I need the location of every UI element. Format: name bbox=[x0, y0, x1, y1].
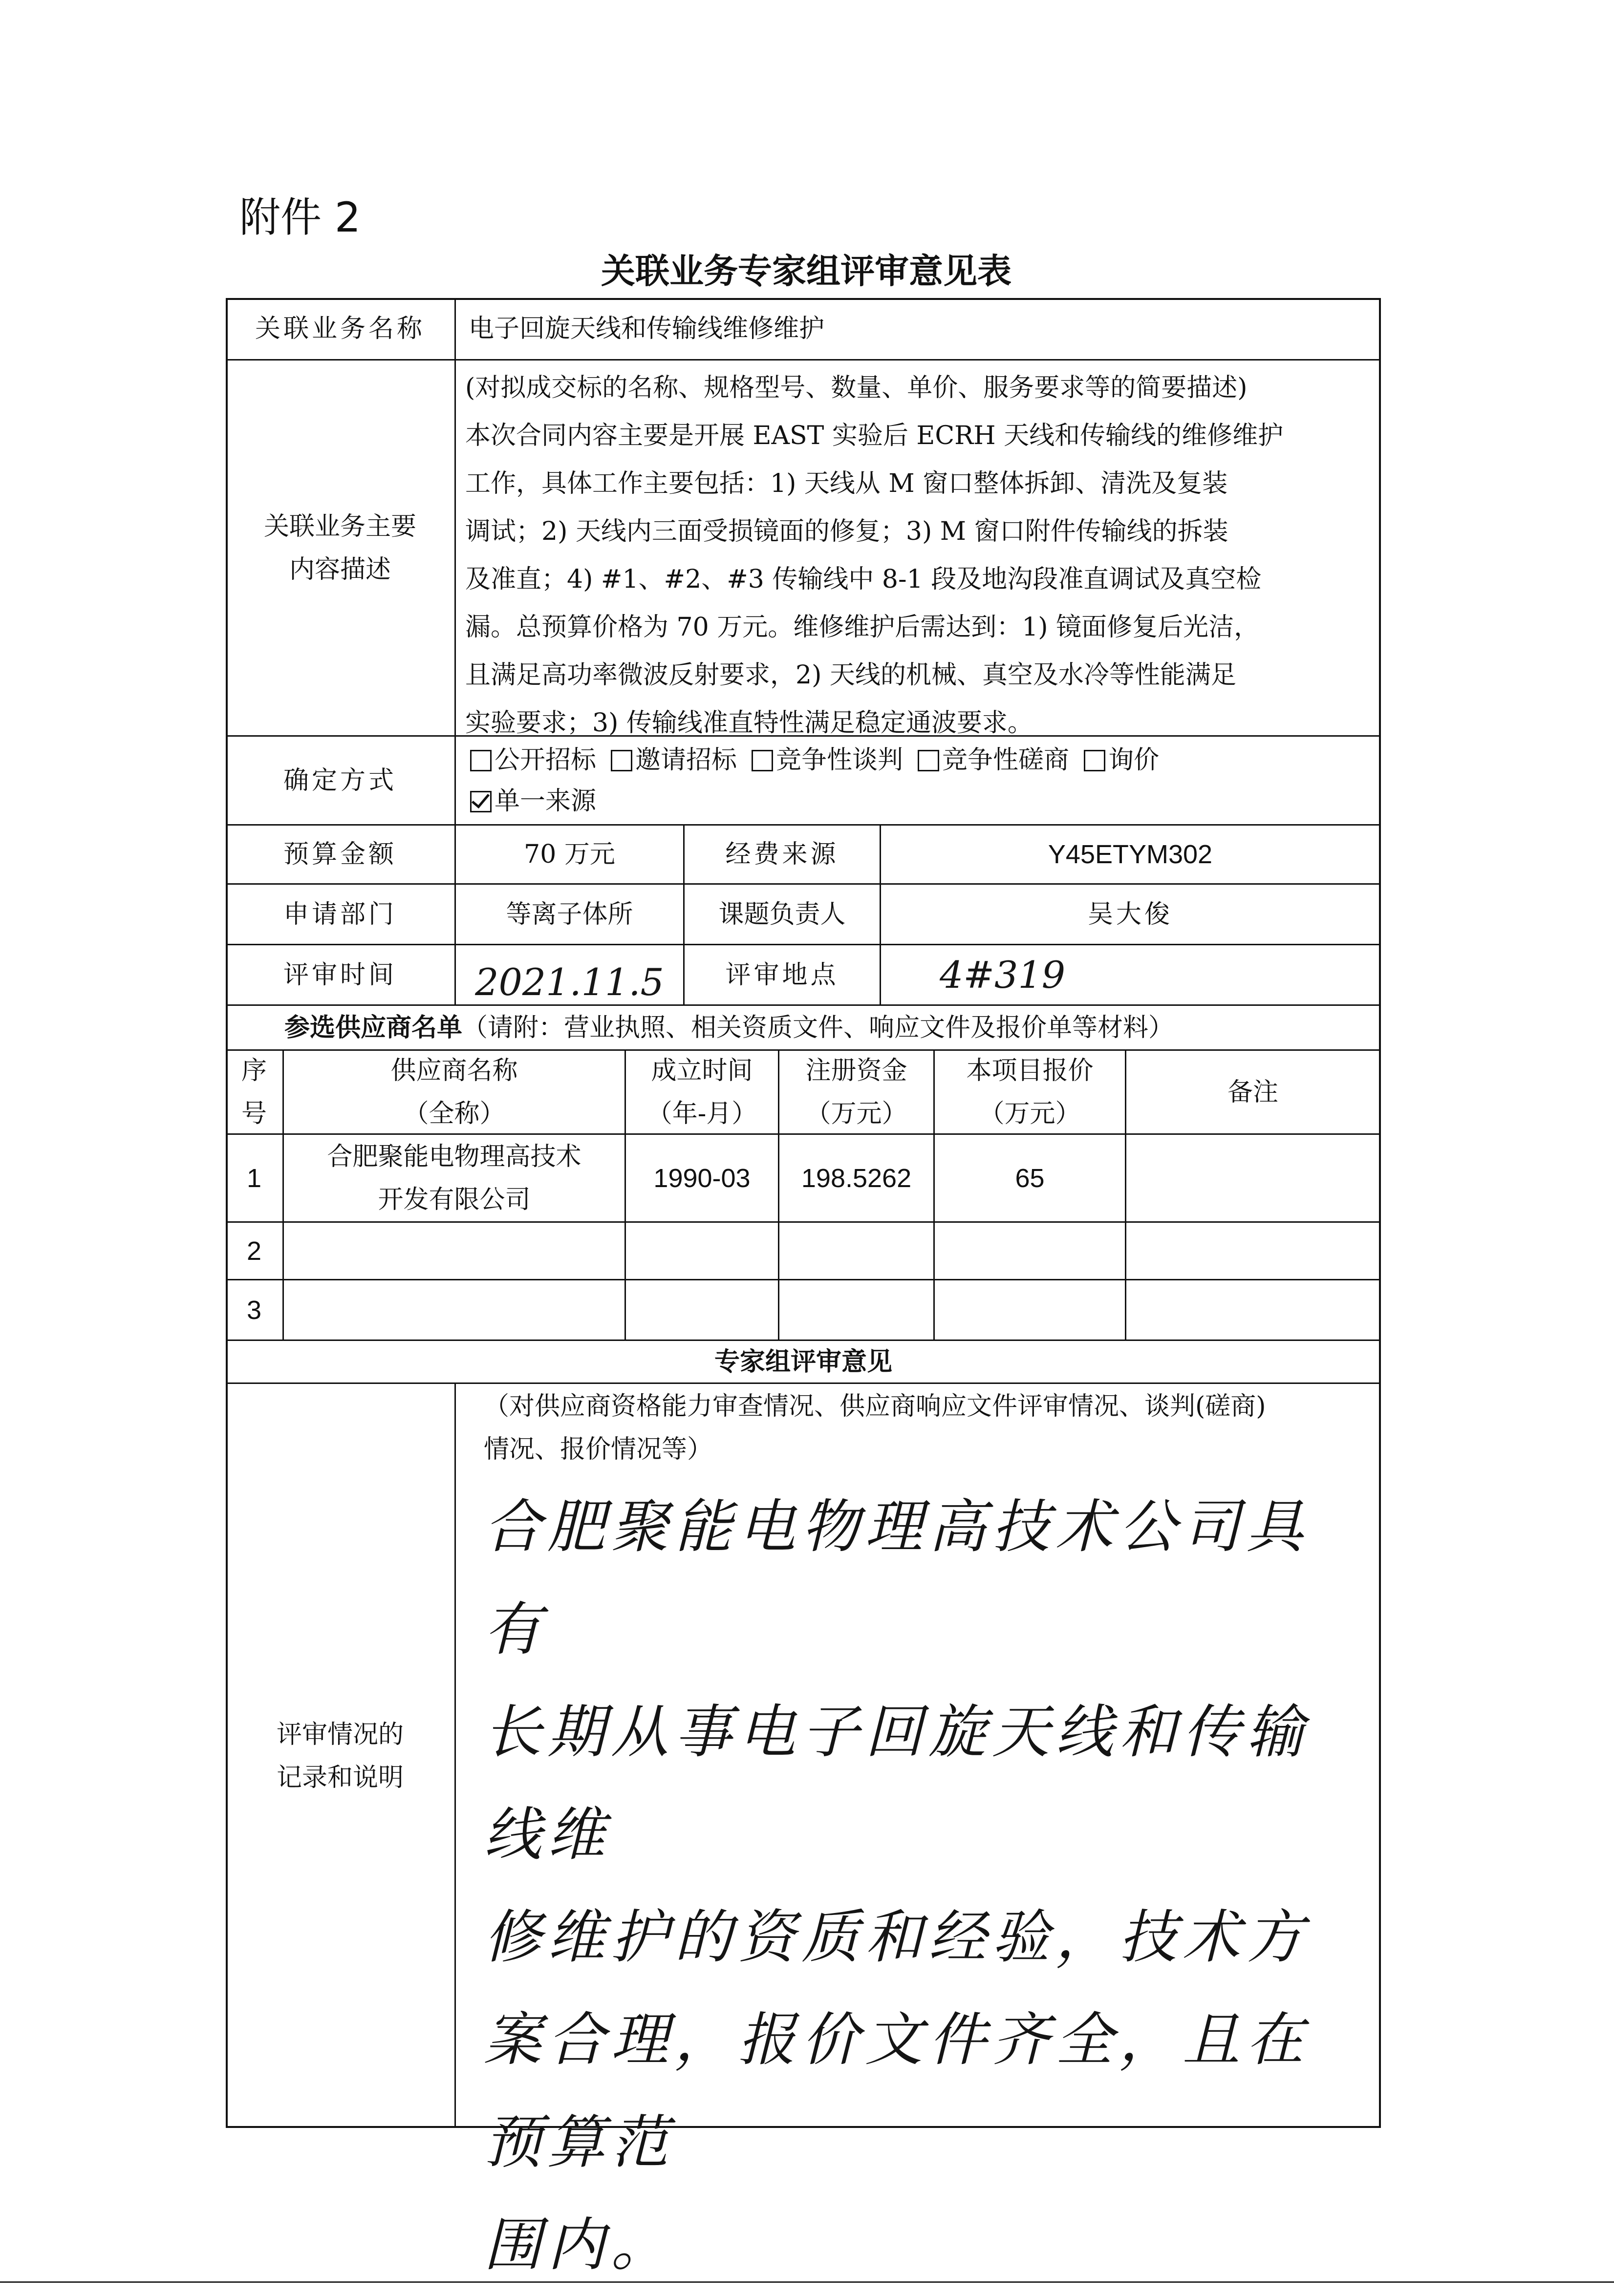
table-cell-quote bbox=[935, 1223, 1125, 1279]
table-cell-seq: 2 bbox=[246, 1236, 262, 1266]
content-label-line2: 内容描述 bbox=[289, 554, 391, 584]
option-competitive-consultation[interactable] bbox=[918, 740, 1069, 781]
col-header-text: 注册资金 bbox=[805, 1056, 907, 1085]
content-line: 本次合同内容主要是开展 EAST 实验后 ECRH 天线和传输线的维修维护 bbox=[465, 421, 1284, 450]
content-line: 实验要求；3) 传输线准直特性满足稳定通波要求。 bbox=[465, 708, 1033, 738]
checkbox-icon bbox=[752, 750, 773, 771]
col-header-text: 成立时间 bbox=[651, 1056, 753, 1085]
option-label: 询价 bbox=[1108, 745, 1160, 775]
table-cell-remark bbox=[1126, 1280, 1379, 1339]
content-description bbox=[465, 364, 1369, 747]
review-place-label: 评审地点 bbox=[725, 960, 839, 990]
option-inquiry[interactable] bbox=[1084, 740, 1159, 781]
review-time-label: 评审时间 bbox=[283, 960, 397, 990]
col-header-text: 号 bbox=[241, 1099, 267, 1128]
opinion-hint bbox=[484, 1385, 1373, 1471]
handwritten-line: 围内。 bbox=[484, 2211, 675, 2278]
col-header-text: 本项目报价 bbox=[966, 1056, 1094, 1085]
option-invited-tender[interactable] bbox=[611, 740, 737, 781]
handwritten-line: 长期从事电子回旋天线和传输线维 bbox=[484, 1698, 1310, 1868]
budget-label: 预算金额 bbox=[283, 840, 397, 869]
table-cell-founded bbox=[626, 1223, 778, 1279]
checkbox-icon bbox=[1084, 750, 1105, 771]
checkbox-icon bbox=[918, 750, 939, 771]
table-cell-supplier-name bbox=[284, 1135, 624, 1221]
table-cell-remark bbox=[1126, 1223, 1379, 1279]
content-line: 及准直；4) #1、#2、#3 传输线中 8-1 段及地沟段准直调试及真空检 bbox=[465, 565, 1262, 594]
table-cell-quote bbox=[935, 1280, 1125, 1339]
handwritten-review-opinion bbox=[484, 1475, 1354, 2296]
budget-value: 70 万元 bbox=[524, 840, 615, 869]
opinion-section-title: 专家组评审意见 bbox=[714, 1347, 892, 1377]
table-cell-quote: 65 bbox=[1015, 1163, 1045, 1193]
attachment-label: 附件 2 bbox=[239, 193, 361, 241]
table-cell-seq: 1 bbox=[246, 1163, 262, 1193]
option-label: 公开招标 bbox=[495, 745, 597, 775]
option-competitive-negotiation[interactable] bbox=[752, 740, 903, 781]
opinion-label bbox=[226, 1384, 454, 2128]
table-cell-founded bbox=[626, 1280, 778, 1339]
checkbox-checked-icon bbox=[470, 791, 492, 812]
table-cell-capital: 198.5262 bbox=[801, 1163, 912, 1193]
col-header-text: 序 bbox=[241, 1056, 267, 1085]
department-value: 等离子体所 bbox=[506, 899, 633, 929]
col-header-text: （万元） bbox=[805, 1099, 907, 1128]
checkbox-icon bbox=[611, 750, 632, 771]
content-description-label bbox=[226, 361, 454, 735]
col-header-capital bbox=[779, 1051, 933, 1133]
table-cell-supplier-name bbox=[284, 1280, 624, 1339]
opinion-hint-line: （对供应商资格能力审查情况、供应商响应文件评审情况、谈判(磋商) bbox=[484, 1392, 1266, 1421]
content-line: 工作，具体工作主要包括：1) 天线从 M 窗口整体拆卸、清洗及复装 bbox=[465, 469, 1228, 498]
content-line: 漏。总预算价格为 70 万元。维修维护后需达到：1) 镜面修复后光洁， bbox=[465, 613, 1260, 642]
project-leader-label: 课题负责人 bbox=[718, 899, 846, 929]
opinion-label-line2: 记录和说明 bbox=[276, 1763, 404, 1792]
table-rule bbox=[454, 1382, 456, 2128]
content-line: 调试；2) 天线内三面受损镜面的修复；3) M 窗口附件传输线的拆装 bbox=[465, 517, 1228, 546]
checkbox-icon bbox=[470, 750, 492, 771]
business-name-value: 电子回旋天线和传输线维修维护 bbox=[469, 314, 825, 343]
method-label: 确定方式 bbox=[283, 765, 397, 795]
content-line: 且满足高功率微波反射要求，2) 天线的机械、真空及水冷等性能满足 bbox=[465, 660, 1236, 690]
table-cell-capital bbox=[779, 1223, 933, 1279]
table-cell-remark bbox=[1126, 1135, 1379, 1221]
col-header-remark: 备注 bbox=[1227, 1077, 1278, 1107]
handwritten-line: 修维护的资质和经验，技术方 bbox=[484, 1903, 1310, 1971]
suppliers-title: 参选供应商名单 bbox=[284, 1013, 463, 1042]
document-title: 关联业务专家组评审意见表 bbox=[601, 251, 1011, 291]
project-leader-value: 吴大俊 bbox=[1087, 899, 1173, 929]
option-label: 竞争性谈判 bbox=[776, 745, 904, 775]
table-cell-seq: 3 bbox=[246, 1295, 262, 1325]
method-options bbox=[470, 737, 1369, 822]
fund-source-label: 经费来源 bbox=[725, 840, 839, 869]
opinion-label-line1: 评审情况的 bbox=[276, 1720, 404, 1749]
handwritten-line: 合肥聚能电物理高技术公司具有 bbox=[484, 1493, 1310, 1663]
col-header-text: （年-月） bbox=[646, 1099, 757, 1128]
option-label: 单一来源 bbox=[495, 787, 597, 816]
col-header-text: （万元） bbox=[979, 1099, 1081, 1128]
suppliers-note: （请附：营业执照、相关资质文件、响应文件及报价单等材料） bbox=[462, 1013, 1174, 1042]
content-line: (对拟成交标的名称、规格型号、数量、单价、服务要求等的简要描述) bbox=[465, 373, 1248, 403]
fund-source-value: Y45ETYM302 bbox=[1048, 840, 1213, 869]
handwritten-line: 案合理，报价文件齐全，且在预算范 bbox=[484, 2006, 1310, 2176]
col-header-text: 供应商名称 bbox=[390, 1056, 518, 1085]
col-header-quote bbox=[935, 1051, 1125, 1133]
opinion-hint-line: 情况、报价情况等） bbox=[484, 1435, 713, 1464]
option-single-source[interactable] bbox=[470, 781, 596, 822]
col-header-supplier-name bbox=[284, 1051, 624, 1133]
col-header-founded bbox=[626, 1051, 778, 1133]
review-place-value: 4#319 bbox=[940, 953, 1066, 997]
department-label: 申请部门 bbox=[283, 899, 397, 929]
col-header-text: （全称） bbox=[403, 1099, 505, 1128]
option-open-tender[interactable] bbox=[470, 740, 596, 781]
scan-edge-line bbox=[0, 2281, 1614, 2283]
option-label: 邀请招标 bbox=[635, 745, 737, 775]
option-label: 竞争性磋商 bbox=[942, 745, 1070, 775]
table-cell-supplier-name bbox=[284, 1223, 624, 1279]
supplier-name-line: 开发有限公司 bbox=[378, 1185, 531, 1214]
col-header-seq bbox=[226, 1051, 282, 1133]
supplier-name-line: 合肥聚能电物理高技术 bbox=[327, 1142, 581, 1171]
business-name-label: 关联业务名称 bbox=[255, 314, 425, 343]
suppliers-section-header bbox=[226, 1006, 1381, 1049]
table-cell-capital bbox=[779, 1280, 933, 1339]
content-label-line1: 关联业务主要 bbox=[263, 511, 416, 541]
review-time-value: 2021.11.5 bbox=[475, 960, 664, 1004]
table-cell-founded: 1990-03 bbox=[653, 1163, 751, 1193]
